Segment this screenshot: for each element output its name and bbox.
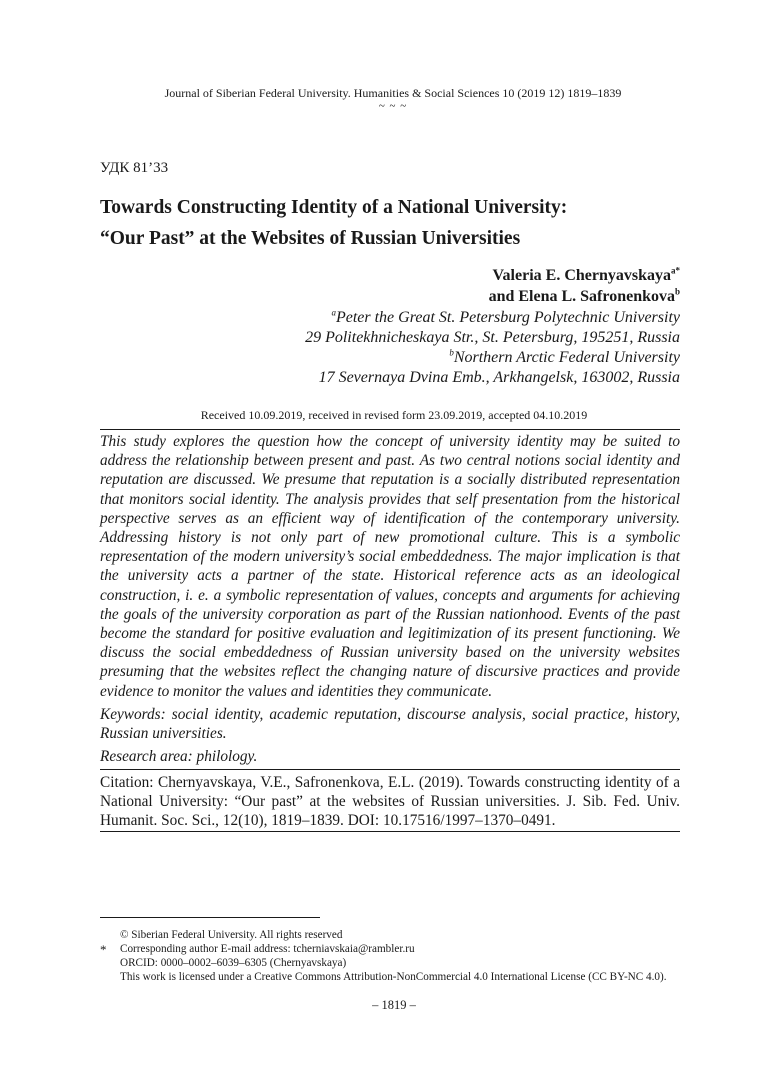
article-title-line-2: “Our Past” at the Websites of Russian Universities [100,228,521,249]
footnote-copyright: © Siberian Federal University. All rights reserved [120,929,343,941]
udk-code: УДК 81’33 [100,160,169,176]
article-title-line-1: Towards Constructing Identity of a National University: [100,197,568,218]
affiliation-b-address: 17 Severnaya Dvina Emb., Arkhangelsk, 163002, Russia [318,369,680,386]
citation: Citation: Chernyavskaya, V.E., Safronenkova, E.L. (2019). Towards constructing identity of a National University: “Our past” at the websites of Russian universities. J. Sib. Fed. Univ. Humanit. Soc. Sci., 12(10), 1819–1839. DOI: 10.17516/1997–1370–0491. [100,774,680,830]
divider-top [100,429,680,430]
research-area: Research area: philology. [100,748,258,765]
affiliation-b-name: Northern Arctic Federal University [453,349,680,366]
author-1-sup: a* [671,265,680,276]
keywords: Keywords: social identity, academic reputation, discourse analysis, social practice, history, Russian universities. [100,706,680,743]
author-1-name: Valeria E. Chernyavskaya [492,267,671,284]
page-number: – 1819 – [372,998,416,1012]
affiliation-a-name: Peter the Great St. Petersburg Polytechnic University [335,309,680,326]
footnote-corresponding: Corresponding author E-mail address: tcherniavskaia@rambler.ru [120,943,415,955]
author-2 [489,288,680,306]
affiliation-a-sup: a [331,307,336,318]
divider-citation-top [100,769,680,770]
author-2-sup: b [674,286,680,297]
affiliation-a-line-1 [331,309,680,327]
footnote-license: This work is licensed under a Creative Commons Attribution-NonCommercial 4.0 International License (CC BY-NC 4.0). [120,971,667,983]
affiliation-a-address: 29 Politekhnicheskaya Str., St. Petersburg, 195251, Russia [305,329,680,346]
footnote-orcid: ORCID: 0000–0002–6039–6305 (Chernyavskaya) [120,957,347,969]
affiliation-b-sup: b [449,347,454,358]
journal-header: Journal of Siberian Federal University. Humanities & Social Sciences 10 (2019 12) 1819–1839 [164,86,622,100]
footnote-star: * [100,942,107,957]
author-2-name: and Elena L. Safronenkova [488,288,675,305]
received-dates: Received 10.09.2019, received in revised form 23.09.2019, accepted 04.10.2019 [200,408,588,422]
footnote-rule [100,917,320,918]
header-ornament: ~ ~ ~ [378,100,408,112]
author-1 [492,267,680,285]
abstract: This study explores the question how the concept of university identity may be suited to address the relationship between present and past. As two central notions social identity and reputation are discussed. We presume that reputation is a socially distributed representation that monitors social identity. The analysis provides that self presentation from the historical perspective serves as an efficient way of identification of the contemporary university. Addressing history is not only part of new promotional culture. This is a symbolic representation of the modern university’s social embeddedness. The major implication is that the university acts a partner of the state. Historical reference acts as an ideological construction, i. e. a symbolic representation of values, concepts and arguments for achieving the goals of the university corporation as part of the Russian nationhood. Events of the past become the standard for positive evaluation and legitimization of its present functioning. We discuss the social embeddedness of Russian university based on the university websites presuming that the websites reflect the changing nature of discursive practices and provide evidence to monitor the values and identities they communicate. [100,433,680,700]
affiliation-b-line-1 [449,349,680,367]
divider-citation-bottom [100,831,680,832]
